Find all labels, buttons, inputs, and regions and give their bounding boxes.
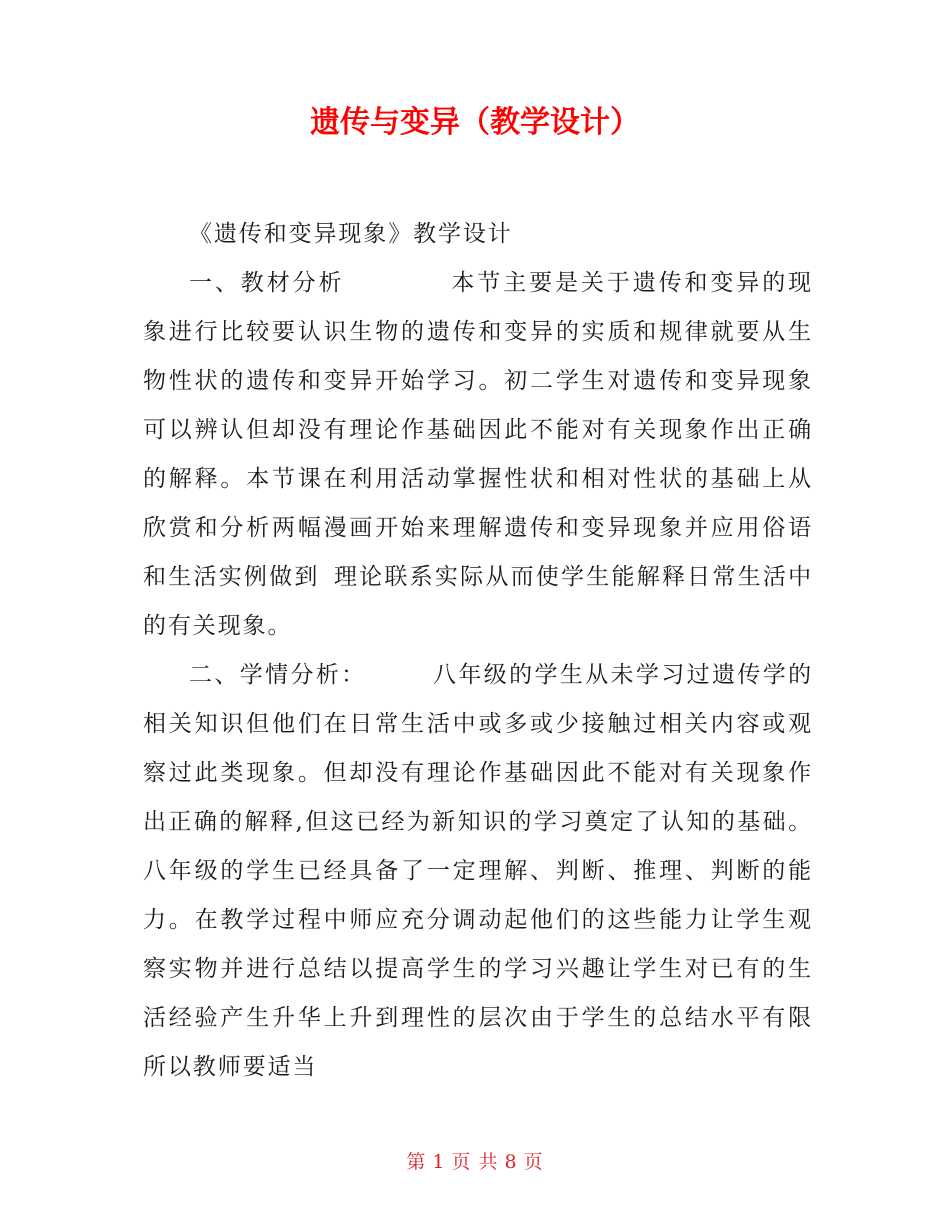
section-student-heading: 二、学情分析： [189, 662, 367, 688]
page-footer [0, 1148, 950, 1176]
section-materials-heading: 一、教材分析 [189, 270, 345, 296]
footer-page-number: 1 [432, 1151, 446, 1173]
document-subtitle: 《遗传和变异现象》教学设计 [189, 221, 513, 247]
section-materials-analysis [143, 259, 813, 651]
footer-total-pages: 8 [504, 1151, 518, 1173]
section-materials-text-continued: 理论联系实际从而使学生能解释日常生活中的有关现象。 [143, 564, 813, 639]
document-body [143, 210, 813, 1092]
section-student-analysis [143, 651, 813, 1092]
footer-middle: 页 共 [451, 1151, 499, 1173]
section-student-text: 八年级的学生从未学习过遗传学的相关知识但他们在日常生活中或多或少接触过相关内容或观察过此类现象。但却没有理论作基础因此不能对有关现象作出正确的解释,但这已经为新知识的学习奠定了认知的基础。八年级的学生已经具备了一定理解、判断、推理、判断的能力。在教学过程中师应充分调动起他们的这些能力让学生观察实物并进行总结以提高学生的学习兴趣让学生对已有的生活经验产生升华上升到理性的层次由于学生的总结水平有限所以教师要适当 [143, 662, 813, 1080]
footer-suffix: 页 [523, 1151, 544, 1173]
footer-prefix: 第 [406, 1151, 427, 1173]
section-materials-text: 本节主要是关于遗传和变异的现象进行比较要认识生物的遗传和变异的实质和规律就要从生物性状的遗传和变异开始学习。初二学生对遗传和变异现象可以辨认但却没有理论作基础因此不能对有关现象作出正确的解释。本节课在利用活动掌握性状和相对性状的基础上从欣赏和分析两幅漫画开始来理解遗传和变异现象并应用俗语和生活实例做到 [143, 270, 813, 590]
document-title: 遗传与变异（教学设计） [310, 105, 640, 140]
